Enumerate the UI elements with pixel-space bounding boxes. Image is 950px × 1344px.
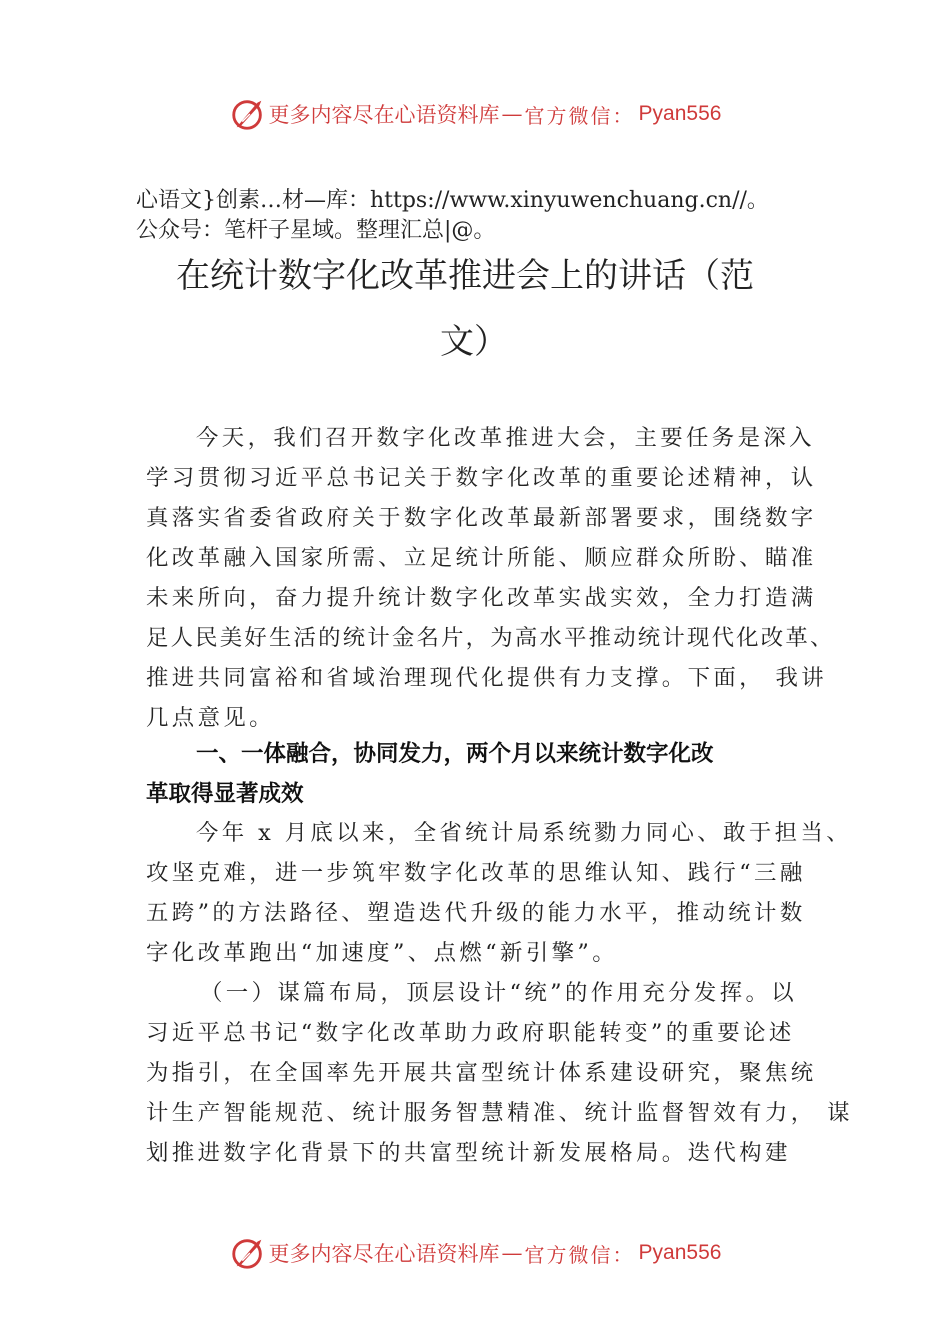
- quill-pen-logo-icon: [229, 1234, 267, 1272]
- watermark-wechat-id: Pyan556: [638, 1241, 722, 1264]
- watermark-text: 更多内容尽在心语资料库: [268, 103, 500, 127]
- watermark-separator: —: [501, 102, 523, 126]
- text-line: 五跨”的方法路径、塑造迭代升级的能力水平，推动统计数: [146, 900, 806, 926]
- heading-line: 一、一体融合，协同发力，两个月以来统计数字化改: [196, 741, 714, 767]
- document-title-line1: 在统计数字化改革推进会上的讲话（范: [176, 256, 754, 296]
- text-line: 攻坚克难，进一步筑牢数字化改革的思维认知、践行“三融: [146, 860, 806, 886]
- watermark-wechat-id: Pyan556: [638, 102, 722, 125]
- watermark-wechat-label: 官方微信：: [524, 103, 635, 128]
- quill-pen-logo-icon: [229, 95, 267, 133]
- source-notice-line2: 公众号：笔杆子星域。整理汇总|@。: [136, 218, 496, 243]
- text-line: 划推进数字化背景下的共富型统计新发展格局。迭代构建: [146, 1140, 791, 1166]
- text-line: 化改革融入国家所需、立足统计所能、顺应群众所盼、瞄准: [146, 545, 817, 571]
- watermark-separator: —: [501, 1241, 523, 1265]
- document-title-line2: 文）: [440, 322, 508, 362]
- section-heading-1: [146, 734, 836, 814]
- watermark-banner-top: [0, 92, 950, 136]
- watermark-banner-bottom: [0, 1231, 950, 1275]
- paragraph-progress: [146, 813, 853, 973]
- text-line: 未来所向，奋力提升统计数字化改革实战实效，全力打造满: [146, 585, 817, 611]
- text-line: 真落实省委省政府关于数字化改革最新部署要求，围绕数字: [146, 505, 817, 531]
- text-line: 推进共同富裕和省域治理现代化提供有力支撑。下面， 我讲: [146, 665, 828, 691]
- paragraph-intro: [146, 418, 836, 738]
- text-line: 今天，我们召开数字化改革推进大会，主要任务是深入: [196, 425, 815, 451]
- heading-line: 革取得显著成效: [146, 781, 304, 807]
- text-line: 足人民美好生活的统计金名片，为高水平推动统计现代化改革、: [146, 625, 835, 651]
- text-line: 今年 x 月底以来，全省统计局系统勠力同心、敢于担当、: [196, 820, 853, 846]
- text-line: 计生产智能规范、统计服务智慧精准、统计监督智效有力， 谋: [146, 1100, 853, 1126]
- text-line: 为指引，在全国率先开展共富型统计体系建设研究，聚焦统: [146, 1060, 817, 1086]
- text-line: 习近平总书记“数字化改革助力政府职能转变”的重要论述: [146, 1020, 795, 1046]
- text-line: 字化改革跑出“加速度”、点燃“新引擎”。: [146, 940, 619, 966]
- source-notice-line1: 心语文}创素…材—库：https://www.xinyuwenchuang.cn//。: [136, 188, 769, 213]
- text-line: 学习贯彻习近平总书记关于数字化改革的重要论述精神，认: [146, 465, 817, 491]
- text-line: 几点意见。: [146, 705, 275, 731]
- text-line: （一）谋篇布局，顶层设计“统”的作用充分发挥。以: [200, 980, 798, 1006]
- paragraph-top-level-design: [146, 973, 853, 1173]
- watermark-wechat-label: 官方微信：: [524, 1242, 635, 1267]
- watermark-text: 更多内容尽在心语资料库: [268, 1242, 500, 1266]
